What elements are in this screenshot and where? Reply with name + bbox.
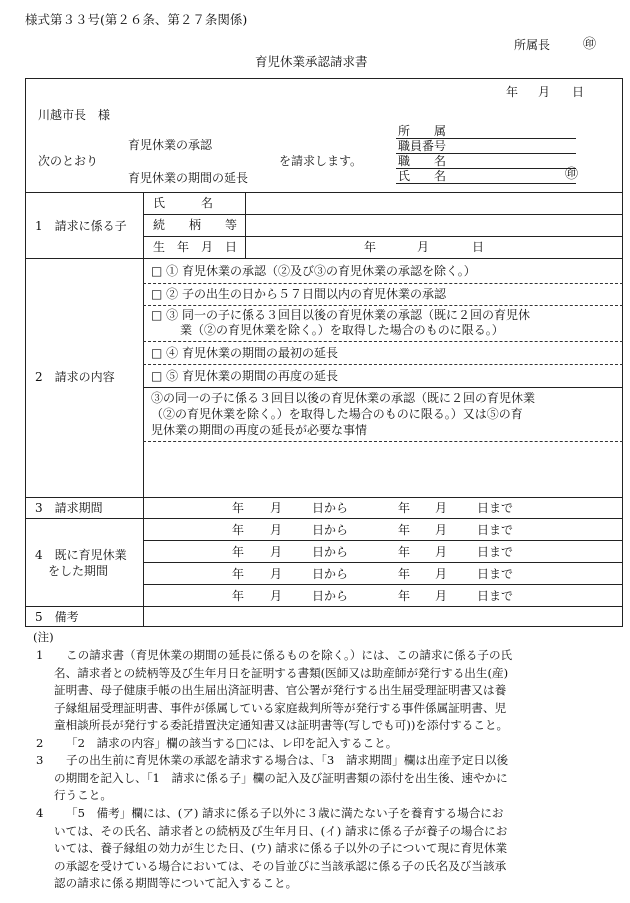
form-number: 様式第３３号(第２６条、第２７条関係) <box>25 12 248 27</box>
note-number: 2 <box>36 736 44 750</box>
note-line: 証明書、母子健康手帳の出生届出済証明書、官公署が発行する出生届受理証明書又は養 <box>54 683 507 697</box>
divider-s2 <box>25 497 623 498</box>
request-intro: 次のとおり <box>38 154 99 168</box>
divider-s4 <box>25 606 623 607</box>
note-line: いては、養子縁組の効力が生じた日、(ウ) 請求に係る子以外の子について現に育児休業 <box>54 841 508 855</box>
s3-month-to: 月 <box>435 501 448 515</box>
reason-line3: 児休業の期間の再度の延長が必要な事情 <box>151 423 368 437</box>
option-1-checkbox[interactable]: □ ① 育児休業の承認（②及び③の育児休業の承認を除く。） <box>151 264 476 278</box>
s4-row3 <box>143 584 623 585</box>
s3-day-to: 日まで <box>477 501 514 515</box>
birth-day: 日 <box>472 240 485 254</box>
s4-row1 <box>143 540 623 541</box>
option-2-checkbox[interactable]: □ ② 子の出生の日から５７日間以内の育児休業の承認 <box>151 287 446 301</box>
child-birth-label: 生 年 月 日 <box>153 240 238 254</box>
reason-field[interactable] <box>146 444 620 494</box>
child-name-label: 氏 名 <box>153 196 214 210</box>
s4-r2-month-from: 月 <box>270 545 283 559</box>
applicant-affiliation-label: 所 属 <box>398 124 447 138</box>
s4-r3-month-to: 月 <box>435 567 448 581</box>
s4-row2 <box>143 562 623 563</box>
s4-r1-month-to: 月 <box>435 523 448 537</box>
s4-r3-day-from: 日から <box>312 567 349 581</box>
option-3-checkbox[interactable]: □ ③ 同一の子に係る３回目以後の育児休業の承認（既に２回の育児休 <box>151 308 530 322</box>
note-line: いては、その氏名、請求者との続柄及び生年月日、(イ) 請求に係る子が養子の場合にお <box>54 823 508 838</box>
divider-s3 <box>25 518 623 519</box>
note-number: 3 <box>36 753 44 767</box>
note-number: 1 <box>36 648 44 662</box>
applicant-employee-no-label: 職員番号 <box>398 139 447 153</box>
s4-r2-day-from: 日から <box>312 545 349 559</box>
note-3 <box>30 752 620 805</box>
note-line: この請求書（育児休業の期間の延長に係るものを除く。）には、この請求に係る子の氏 <box>66 648 513 662</box>
s4-r4-year-from: 年 <box>232 589 245 603</box>
date-day: 日 <box>572 85 585 99</box>
s4-r3-year-from: 年 <box>232 567 245 581</box>
s3-year-from: 年 <box>232 501 245 515</box>
section4-label-line1: 4 既に育児休業 <box>35 548 127 562</box>
page-title: 育児休業承認請求書 <box>255 54 368 69</box>
opt-sep-1 <box>143 283 623 284</box>
s4-r4-day-from: 日から <box>312 589 349 603</box>
section3-label: 3 請求期間 <box>35 501 103 515</box>
section4-label-line2: をした期間 <box>48 564 109 578</box>
note-line: 認の請求に係る期間等について記入すること。 <box>54 876 298 890</box>
applicant-position-label: 職 名 <box>398 154 447 168</box>
note-line: の期間を記入し、「1 請求に係る子」欄の記入及び証明書類の添付を出生後、速やかに <box>54 770 508 785</box>
reason-line2: （②の育児休業を除く。）を取得した場合のものに限る。）又は⑤の育 <box>151 407 523 421</box>
reason-line1: ③の同一の子に係る３回目以後の育児休業の承認（既に２回の育児休業 <box>151 391 536 405</box>
remarks-field[interactable] <box>146 608 620 625</box>
s4-r2-day-to: 日まで <box>477 545 514 559</box>
s4-r1-day-to: 日まで <box>477 523 514 537</box>
s4-r2-year-to: 年 <box>398 545 411 559</box>
applicant-name-label: 氏 名 <box>398 169 447 183</box>
note-2 <box>30 735 620 753</box>
s4-r2-year-from: 年 <box>232 545 245 559</box>
s4-r1-year-to: 年 <box>398 523 411 537</box>
note-1 <box>30 647 620 735</box>
s4-r1-year-from: 年 <box>232 523 245 537</box>
child-relation-label: 続 柄 等 <box>153 218 238 232</box>
s4-r3-month-from: 月 <box>270 567 283 581</box>
note-line: の承認を受けている場合においては、その旨並びに当該承認に係る子の氏名及び当該承 <box>54 858 507 873</box>
applicant-seal: ㊞ <box>565 167 579 182</box>
note-line: 童相談所長が発行する委託措置決定通知書又は証明書等(写しでも可))を添付すること。 <box>54 718 509 732</box>
note-line: 子縁組届受理証明書、事件が係属している家庭裁判所等が発行する事件係属証明書、児 <box>54 700 507 715</box>
note-line: 子の出生前に育児休業の承認を請求する場合は、「3 請求期間」欄は出産予定日以後 <box>66 753 509 767</box>
opt-sep-4 <box>143 364 623 365</box>
section5-label: 5 備考 <box>35 610 79 624</box>
s4-r3-day-to: 日まで <box>477 567 514 581</box>
s4-r4-month-to: 月 <box>435 589 448 603</box>
opt-sep-3 <box>143 341 623 342</box>
supervisor-label: 所属長 <box>514 38 551 52</box>
birth-month: 月 <box>417 240 430 254</box>
divider-s1 <box>25 258 623 259</box>
option-4-checkbox[interactable]: □ ④ 育児休業の期間の最初の延長 <box>151 346 338 360</box>
request-suffix: を請求します。 <box>279 154 363 168</box>
opt-sep-5 <box>143 387 623 388</box>
date-month: 月 <box>538 85 551 99</box>
s4-r2-month-to: 月 <box>435 545 448 559</box>
request-option-extension: 育児休業の期間の延長 <box>128 171 249 185</box>
s4-r4-month-from: 月 <box>270 589 283 603</box>
s4-r1-day-from: 日から <box>312 523 349 537</box>
section2-label: 2 請求の内容 <box>35 370 115 384</box>
section1-label: 1 請求に係る子 <box>35 219 127 233</box>
note-line: 名、請求者との続柄等及び生年月日を証明する書類(医師又は助産師が発行する出生(産) <box>54 665 509 680</box>
note-line: 「5 備考」欄には、(ア) 請求に係る子以外に３歳に満たない子を養育する場合にお <box>66 806 504 820</box>
s4-r1-month-from: 月 <box>270 523 283 537</box>
request-option-approval: 育児休業の承認 <box>128 138 213 152</box>
name-field[interactable] <box>396 183 576 184</box>
s4-r3-year-to: 年 <box>398 567 411 581</box>
child-name-field[interactable] <box>246 193 622 213</box>
addressee: 川越市長 様 <box>38 108 111 122</box>
child-relation-field[interactable] <box>246 215 622 235</box>
s1-row2 <box>143 236 623 237</box>
s3-month-from: 月 <box>270 501 283 515</box>
supervisor-seal: ㊞ <box>583 37 597 52</box>
s3-day-from: 日から <box>312 501 349 515</box>
birth-year: 年 <box>364 240 377 254</box>
s4-r4-year-to: 年 <box>398 589 411 603</box>
option-3-continued: 業（②の育児休業を除く。）を取得した場合のものに限る。） <box>180 323 504 337</box>
reason-underline <box>143 441 623 442</box>
notes-header: (注) <box>33 630 54 644</box>
s4-r4-day-to: 日まで <box>477 589 514 603</box>
note-line: 「2 請求の内容」欄の該当する□には、レ印を記入すること。 <box>66 736 398 750</box>
option-5-checkbox[interactable]: □ ⑤ 育児休業の期間の再度の延長 <box>151 369 338 383</box>
note-number: 4 <box>36 806 44 820</box>
note-4 <box>30 805 620 893</box>
opt-sep-2 <box>143 305 623 306</box>
date-year: 年 <box>506 85 519 99</box>
note-line: 行うこと。 <box>54 788 112 802</box>
s3-year-to: 年 <box>398 501 411 515</box>
